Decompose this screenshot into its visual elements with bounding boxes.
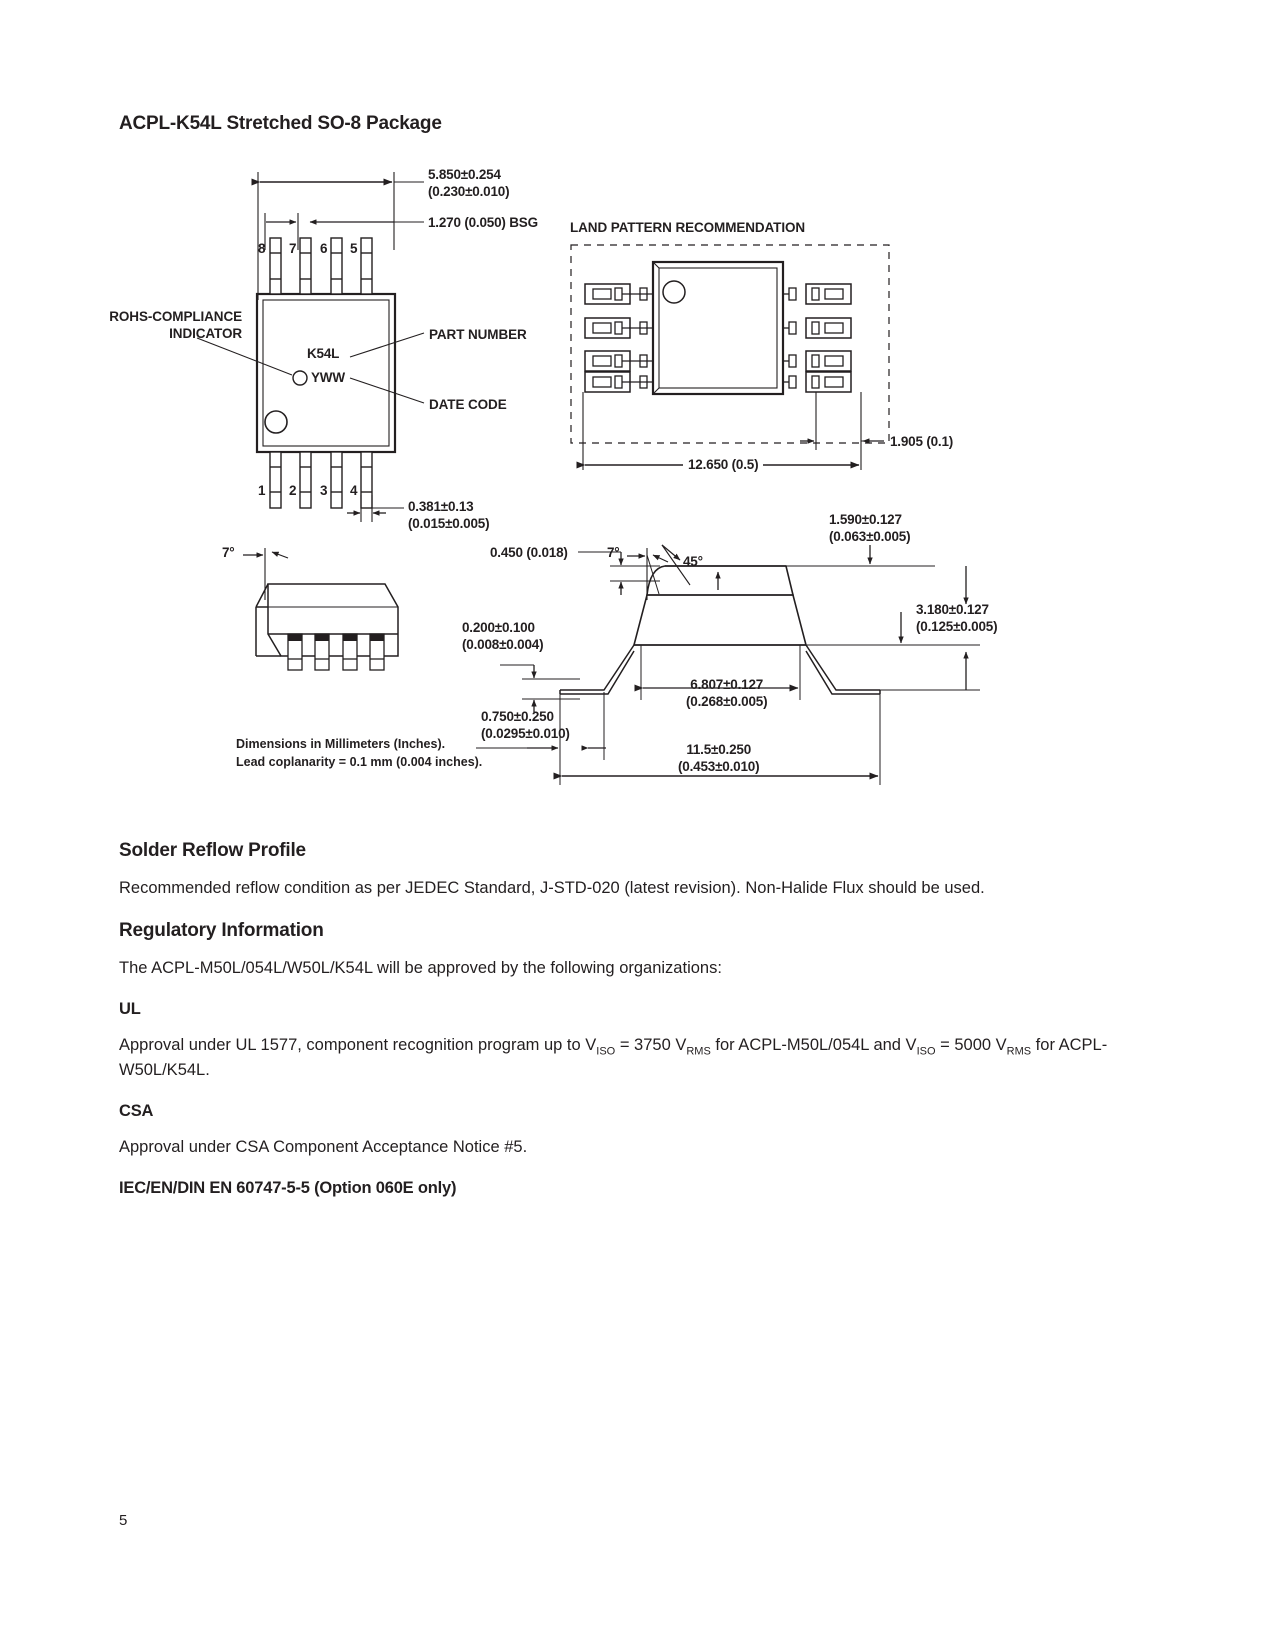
dim-total-height-in: (0.125±0.005) xyxy=(916,619,998,634)
marking-date-code: YWW xyxy=(311,370,345,385)
ul-sub-rms-1: RMS xyxy=(686,1045,711,1058)
dim-cross-section-angle: 7° xyxy=(607,545,620,560)
dim-chamfer-angle: 45° xyxy=(683,554,703,569)
dim-standoff-top: 0.450 (0.018) xyxy=(490,545,568,560)
dim-total-length-in: (0.453±0.010) xyxy=(678,759,760,774)
dim-body-thickness-in: (0.063±0.005) xyxy=(829,529,911,544)
dim-package-width-in: (0.230±0.010) xyxy=(428,184,510,199)
dim-coplanarity-in: (0.008±0.004) xyxy=(462,637,544,652)
land-pattern-title: LAND PATTERN RECOMMENDATION xyxy=(570,220,806,235)
pin-label-2: 2 xyxy=(289,483,297,498)
ul-text-5: for ACPL-W50L/K54L. xyxy=(119,1036,1108,1079)
ul-text-4: = 5000 V xyxy=(935,1036,1007,1054)
ul-body xyxy=(119,1033,1129,1083)
drawing-notes xyxy=(236,735,482,771)
dim-foot-length-in: (0.0295±0.010) xyxy=(481,726,570,741)
dim-total-length xyxy=(678,741,759,775)
page-number: 5 xyxy=(119,1512,128,1529)
dim-foot-length-mm: 0.750±0.250 xyxy=(481,709,554,724)
pin-label-5: 5 xyxy=(350,241,358,256)
ul-heading: UL xyxy=(119,1000,141,1018)
regulatory-heading: Regulatory Information xyxy=(119,920,324,941)
package-drawing-linework xyxy=(0,0,1275,820)
dim-side-view-angle: 7° xyxy=(222,545,235,560)
drawing-note-line1: Dimensions in Millimeters (Inches). xyxy=(236,737,446,751)
dim-body-thickness xyxy=(829,511,910,545)
callout-part-number: PART NUMBER xyxy=(429,327,527,342)
callout-rohs-line2: INDICATOR xyxy=(169,326,242,341)
dim-lead-width-mm: 0.381±0.13 xyxy=(408,499,474,514)
dim-body-length xyxy=(686,676,767,710)
pin-label-8: 8 xyxy=(258,241,266,256)
marking-part-number: K54L xyxy=(307,346,340,361)
dim-coplanarity-mm: 0.200±0.100 xyxy=(462,620,535,635)
pin-label-7: 7 xyxy=(289,241,297,256)
dim-total-length-mm: 11.5±0.250 xyxy=(686,742,752,757)
pin-label-1: 1 xyxy=(258,483,266,498)
dim-total-height xyxy=(916,601,997,635)
iec-heading: IEC/EN/DIN EN 60747-5-5 (Option 060E only) xyxy=(119,1179,457,1197)
csa-heading: CSA xyxy=(119,1102,154,1120)
solder-reflow-body: Recommended reflow condition as per JEDEC Standard, J-STD-020 (latest revision). Non-Halide Flux should be used. xyxy=(119,879,985,897)
callout-rohs-indicator xyxy=(0,308,242,342)
csa-body: Approval under CSA Component Acceptance Notice #5. xyxy=(119,1138,528,1156)
dim-body-thickness-mm: 1.590±0.127 xyxy=(829,512,902,527)
dim-land-overall: 12.650 (0.5) xyxy=(683,456,763,473)
ul-text-3: for ACPL-M50L/054L and V xyxy=(710,1036,917,1054)
dim-package-width-mm: 5.850±0.254 xyxy=(428,167,501,182)
callout-date-code: DATE CODE xyxy=(429,397,507,412)
dim-lead-width xyxy=(408,498,489,532)
dim-foot-length xyxy=(481,708,570,742)
dim-total-height-mm: 3.180±0.127 xyxy=(916,602,989,617)
package-section-title: ACPL-K54L Stretched SO-8 Package xyxy=(119,113,442,134)
dim-coplanarity xyxy=(462,619,543,653)
callout-rohs-line1: ROHS-COMPLIANCE xyxy=(109,309,242,324)
ul-text-2: = 3750 V xyxy=(615,1036,687,1054)
page-content xyxy=(119,840,1129,1198)
pin-label-4: 4 xyxy=(350,483,358,498)
solder-reflow-heading: Solder Reflow Profile xyxy=(119,840,306,861)
pin-label-6: 6 xyxy=(320,241,328,256)
ul-sub-iso-1: ISO xyxy=(596,1045,616,1058)
pin-label-3: 3 xyxy=(320,483,328,498)
drawing-note-line2: Lead coplanarity = 0.1 mm (0.004 inches). xyxy=(236,755,483,769)
dim-land-pad-pitch: 1.905 (0.1) xyxy=(890,434,954,449)
dim-package-width xyxy=(428,166,509,200)
package-drawing xyxy=(0,0,1275,820)
dim-body-length-mm: 6.807±0.127 xyxy=(690,677,764,692)
ul-sub-iso-2: ISO xyxy=(916,1045,936,1058)
dim-body-length-in: (0.268±0.005) xyxy=(686,694,768,709)
ul-sub-rms-2: RMS xyxy=(1006,1045,1032,1058)
dim-lead-width-in: (0.015±0.005) xyxy=(408,516,490,531)
ul-text-1: Approval under UL 1577, component recognition program up to V xyxy=(119,1036,597,1054)
dim-lead-pitch: 1.270 (0.050) BSG xyxy=(428,215,538,230)
regulatory-body: The ACPL-M50L/054L/W50L/K54L will be approved by the following organizations: xyxy=(119,959,722,977)
